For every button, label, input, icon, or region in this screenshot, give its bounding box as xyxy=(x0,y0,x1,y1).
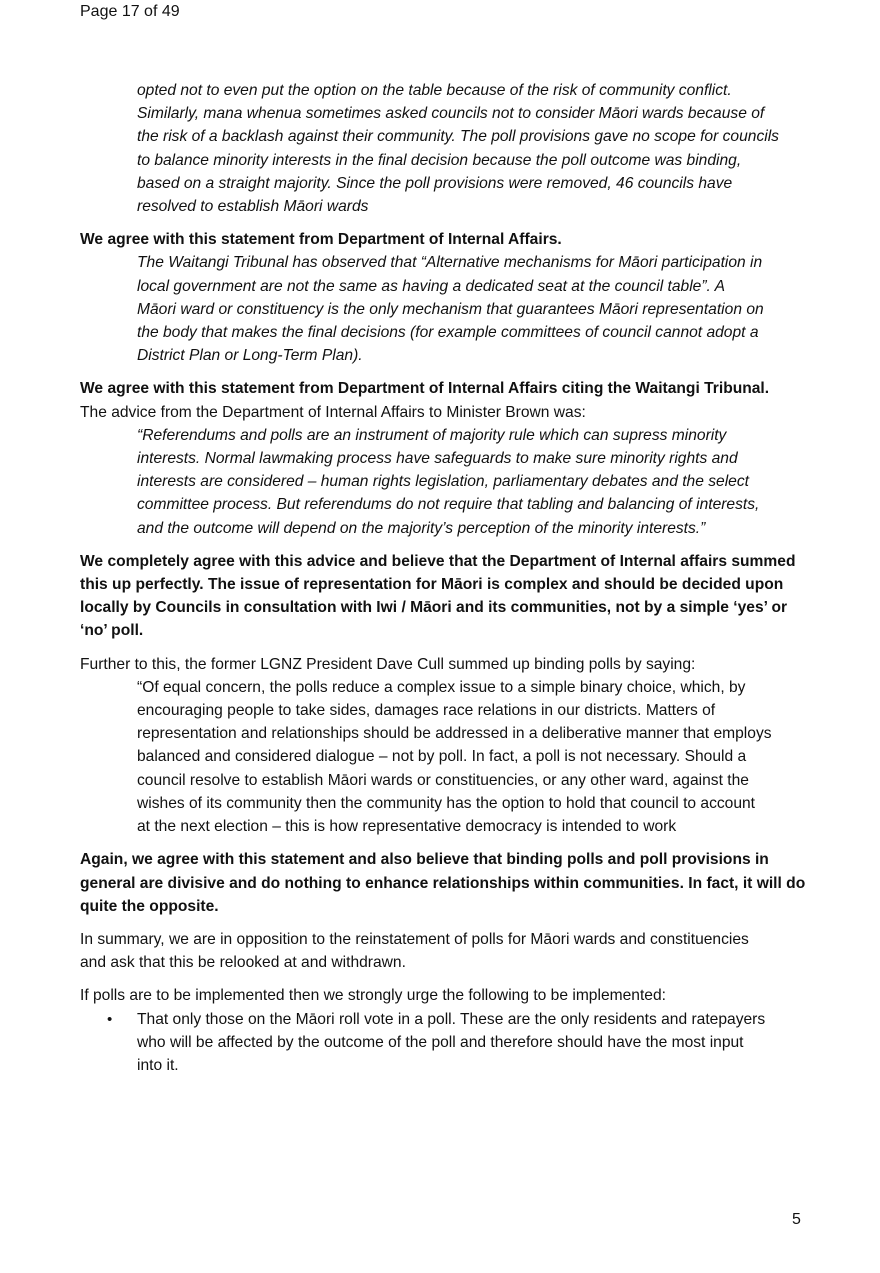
quote-dia-poll-provisions xyxy=(137,79,805,218)
advice-intro: The advice from the Department of Internal Affairs to Minister Brown was: xyxy=(80,403,586,421)
bullet-item-maori-roll xyxy=(107,1008,805,1078)
text-line: encouraging people to take sides, damages race relations in our districts. Matters of xyxy=(137,702,716,720)
text-line: into it. xyxy=(137,1056,179,1074)
text-line: committee process. But referendums do not require that tabling and balancing of interests, xyxy=(137,496,760,514)
text-line: based on a straight majority. Since the poll provisions were removed, 46 councils have xyxy=(137,174,733,192)
text-line: to balance minority interests in the final decision because the poll outcome was binding, xyxy=(137,151,742,169)
text-line: We completely agree with this advice and believe that the Department of Internal affairs summed xyxy=(80,552,796,570)
page-header: Page 17 of 49 xyxy=(80,3,180,20)
text-line: That only those on the Māori roll vote in a poll. These are the only residents and ratepayers xyxy=(137,1010,766,1028)
text-line: quite the opposite. xyxy=(80,897,219,915)
text-line: “Of equal concern, the polls reduce a complex issue to a simple binary choice, which, by xyxy=(137,678,746,696)
agree-statement-2: We agree with this statement from Department of Internal Affairs citing the Waitangi Tribunal. xyxy=(80,380,770,398)
text-line: locally by Councils in consultation with Iwi / Māori and its communities, not by a simple ‘yes’ or xyxy=(80,599,788,617)
text-line: interests are considered – human rights legislation, parliamentary debates and the select xyxy=(137,473,749,491)
agree-statement-4 xyxy=(80,848,805,918)
text-line: and ask that this be relooked at and withdrawn. xyxy=(80,954,406,972)
text-line: representation and relationships should be addressed in a deliberative manner that employs xyxy=(137,725,772,743)
text-line: In summary, we are in opposition to the reinstatement of polls for Māori wards and constituencies xyxy=(80,930,749,948)
text-line: opted not to even put the option on the table because of the risk of community conflict. xyxy=(137,82,732,99)
text-line: “Referendums and polls are an instrument of majority rule which can supress minority xyxy=(137,426,727,444)
text-line: general are divisive and do nothing to enhance relationships within communities. In fact, it will do xyxy=(80,874,806,892)
urge-paragraph: If polls are to be implemented then we strongly urge the following to be implemented: xyxy=(80,987,666,1005)
agree-statement-1: We agree with this statement from Department of Internal Affairs. xyxy=(80,231,562,249)
summary-paragraph xyxy=(80,928,805,974)
text-line: the body that makes the final decisions (for example committees of council cannot adopt a xyxy=(137,324,759,342)
quote-waitangi-tribunal xyxy=(137,251,805,367)
text-line: The Waitangi Tribunal has observed that “Alternative mechanisms for Māori participation in xyxy=(137,254,763,272)
text-line: interests. Normal lawmaking process have safeguards to make sure minority rights and xyxy=(137,450,738,468)
text-line: balanced and considered dialogue – not by poll. In fact, a poll is not necessary. Should a xyxy=(137,748,747,766)
cull-intro: Further to this, the former LGNZ President Dave Cull summed up binding polls by saying: xyxy=(80,655,696,673)
text-line: this up perfectly. The issue of representation for Māori is complex and should be decided upon xyxy=(80,576,784,594)
text-line: wishes of its community then the community has the option to hold that council to account xyxy=(137,794,756,812)
text-line: Again, we agree with this statement and also believe that binding polls and poll provisions in xyxy=(80,851,769,869)
text-line: council resolve to establish Māori wards or constituencies, or any other ward, against the xyxy=(137,771,749,789)
quote-dia-advice xyxy=(137,424,805,540)
text-line: resolved to establish Māori wards xyxy=(137,198,369,216)
text-line: and the outcome will depend on the majority’s perception of the minority interests.” xyxy=(137,519,706,537)
text-line: District Plan or Long-Term Plan). xyxy=(137,347,363,365)
text-line: Similarly, mana whenua sometimes asked councils not to consider Māori wards because of xyxy=(137,105,765,123)
bullet-icon: • xyxy=(107,1010,113,1028)
text-line: who will be affected by the outcome of the poll and therefore should have the most input xyxy=(137,1033,744,1051)
quote-dave-cull xyxy=(137,676,805,838)
document-body xyxy=(80,79,805,1077)
text-line: at the next election – this is how representative democracy is intended to work xyxy=(137,818,677,836)
text-line: ‘no’ poll. xyxy=(80,622,144,640)
text-line: the risk of a backlash against their community. The poll provisions gave no scope for councils xyxy=(137,128,779,146)
text-line: Māori ward or constituency is the only mechanism that guarantees Māori representation on xyxy=(137,300,764,318)
page-number: 5 xyxy=(792,1211,801,1228)
text-line: local government are not the same as having a dedicated seat at the council table”. A xyxy=(137,277,726,295)
agree-statement-3 xyxy=(80,550,805,643)
